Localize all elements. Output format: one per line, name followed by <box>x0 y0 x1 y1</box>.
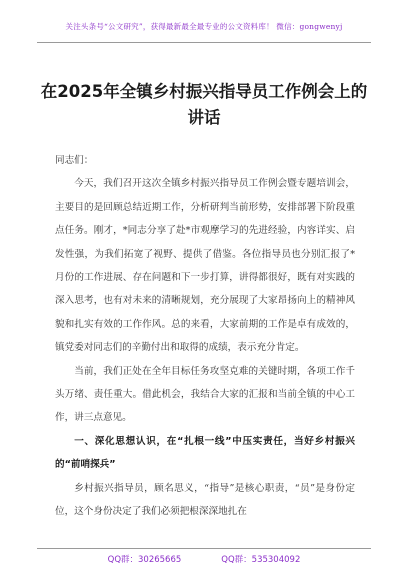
header-divider <box>37 42 371 43</box>
body-paragraph: 乡村振兴指导员，顾名思义，“指导”是核心职责，“员”是身份定位，这个身份决定了我们必须把根深深地扎在 <box>55 482 355 518</box>
footer-divider <box>37 548 371 549</box>
body-paragraph: 当前，我们正处在全年目标任务攻坚克难的关键时期，各项工作千头万绪、责任重大。借此机会，我结合大家的汇报和当前全镇的中心工作，讲三点意见。 <box>55 365 355 424</box>
footer-qq-group-2: QQ群：535304092 <box>221 555 301 565</box>
document-title: 在2025年全镇乡村振兴指导员工作例会上的讲话 <box>40 82 368 127</box>
footer <box>0 553 408 565</box>
header-promo-note: 关注头条号“公文研究”，获得最新最全最专业的公文资料库！ 微信：gongwenyj <box>65 22 343 31</box>
greeting: 同志们： <box>55 155 94 166</box>
document-body <box>55 149 355 524</box>
footer-qq-group-1: QQ群：30265665 <box>107 555 182 565</box>
section-heading: 一、深化思想认识，在“扎根一线”中压实责任，当好乡村振兴的“前哨探兵” <box>55 435 355 471</box>
body-paragraph: 今天，我们召开这次全镇乡村振兴指导员工作例会暨专题培训会，主要目的是回顾总结近期工作，分析研判当前形势，安排部署下阶段重点任务。刚才，*同志分享了赴*市观摩学习的先进经验，内容详实、启发性强，为我们拓宽了视野、提供了借鉴。各位指导员也分别汇报了*月份的工作进展、存在问题和下一步打算，讲得都很好，既有对实践的深入思考，也有对未来的清晰规划，充分展现了大家昂扬向上的精神风貌和扎实有效的工作作风。总的来看，大家前期的工作是卓有成效的，镇党委对同志们的辛勤付出和取得的成绩，表示充分肯定。 <box>55 178 355 354</box>
